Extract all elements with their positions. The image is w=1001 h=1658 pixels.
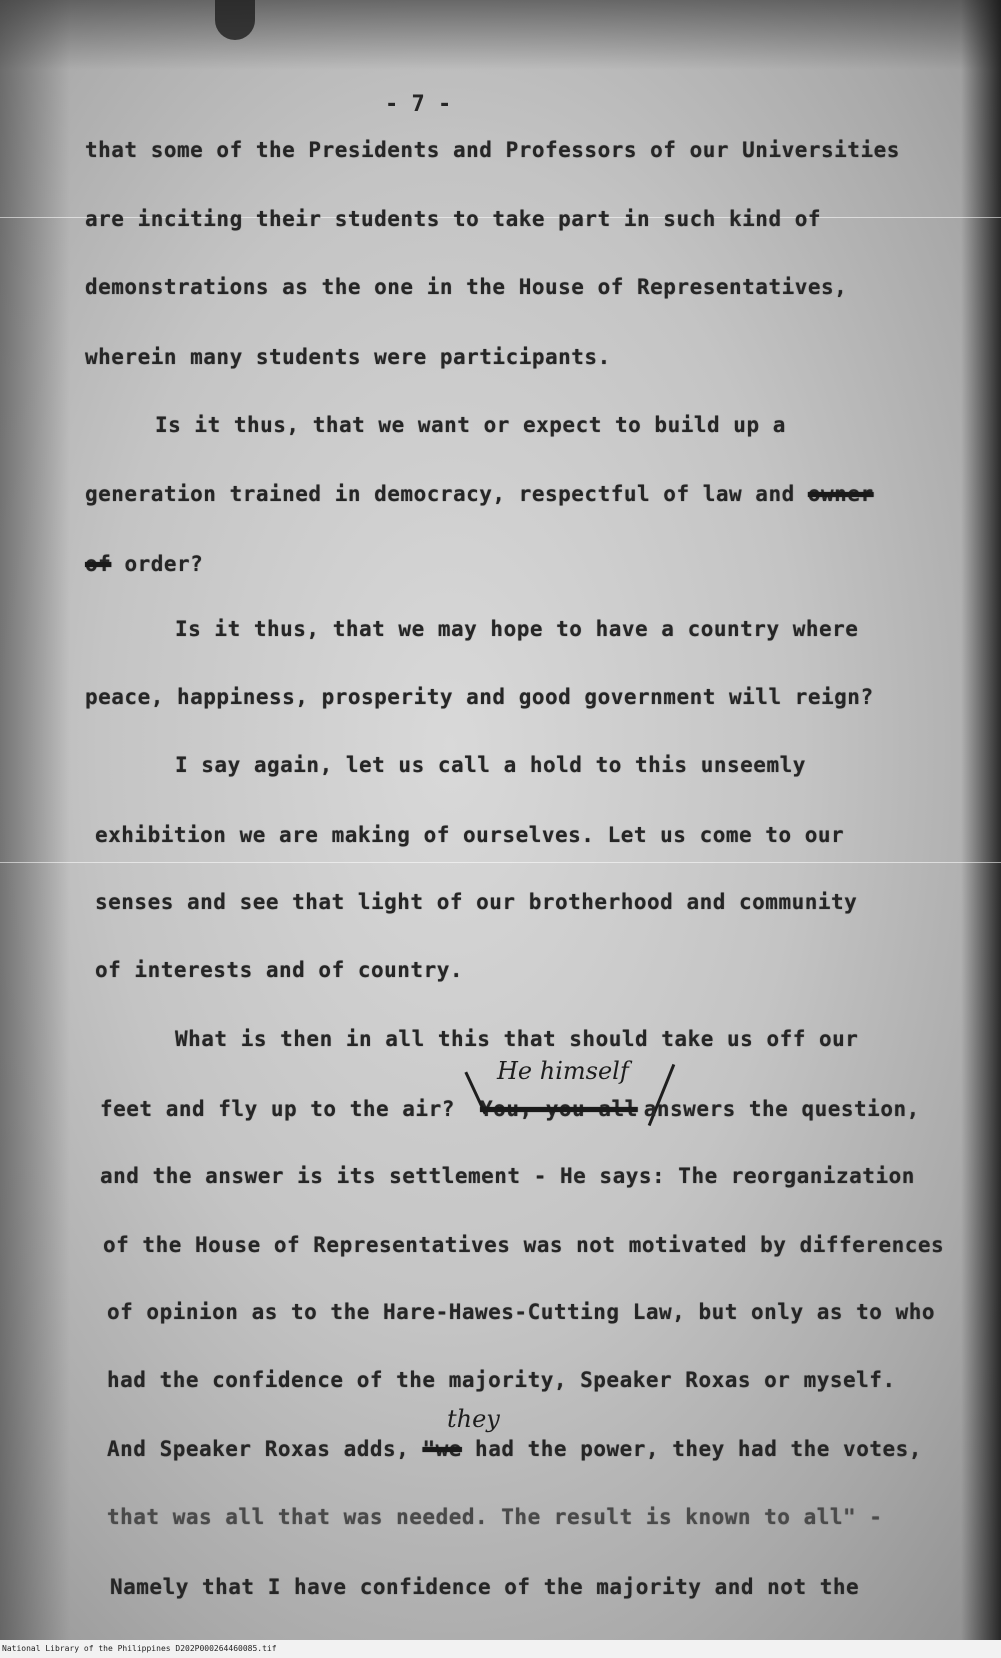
text-line: had the confidence of the majority, Speaker Roxas or myself. — [107, 1368, 896, 1392]
text-line: Is it thus, that we want or expect to build up a — [155, 413, 786, 437]
ink-smudge — [215, 0, 255, 40]
text-fragment: feet and fly up to the air? — [100, 1097, 455, 1121]
text-line: I say again, let us call a hold to this unseemly — [175, 753, 806, 777]
handwritten-insertion: they — [447, 1405, 500, 1433]
text-line — [85, 552, 203, 576]
text-line: and the answer is its settlement - He says: The reorganization — [100, 1164, 915, 1188]
struck-word: of — [85, 552, 112, 576]
text-line: senses and see that light of our brotherhood and community — [95, 890, 858, 914]
page-number: - 7 - — [385, 92, 452, 117]
text-line: of interests and of country. — [95, 958, 464, 982]
text-line — [100, 1097, 920, 1121]
text-line: of opinion as to the Hare-Hawes-Cutting Law, but only as to who — [107, 1300, 936, 1324]
text-line: Is it thus, that we may hope to have a country where — [175, 617, 859, 641]
struck-words: You, you all — [480, 1097, 638, 1121]
text-fragment: And Speaker Roxas adds, — [107, 1437, 410, 1461]
scan-shadow-left — [0, 0, 70, 1640]
scan-artifact-line — [0, 862, 1001, 863]
text-fragment: answers the question, — [643, 1097, 920, 1121]
scan-shadow-top — [0, 0, 1001, 70]
text-fragment: order? — [124, 552, 204, 576]
text-line — [85, 482, 874, 506]
text-line — [107, 1437, 922, 1461]
struck-word: owner — [807, 482, 874, 506]
text-fragment: had the power, they had the votes, — [475, 1437, 922, 1461]
text-line: What is then in all this that should take us off our — [175, 1027, 859, 1051]
text-line: peace, happiness, prosperity and good government will reign? — [85, 685, 874, 709]
text-line: demonstrations as the one in the House of Representatives, — [85, 275, 848, 299]
text-fragment: generation trained in democracy, respectful of law and — [85, 482, 795, 506]
handwritten-insertion: He himself — [497, 1057, 629, 1085]
scan-shadow-right — [961, 0, 1001, 1640]
text-line: are inciting their students to take part in such kind of — [85, 207, 822, 231]
text-line: of the House of Representatives was not motivated by differences — [103, 1233, 945, 1257]
text-line: that was all that was needed. The result is known to all" - — [107, 1505, 883, 1529]
text-line: Namely that I have confidence of the majority and not the — [110, 1575, 860, 1599]
text-line: exhibition we are making of ourselves. Let us come to our — [95, 823, 845, 847]
archive-footer: National Library of the Philippines D202P000264460085.tif — [0, 1640, 1001, 1658]
text-line: wherein many students were participants. — [85, 345, 611, 369]
struck-word: "we — [422, 1437, 462, 1461]
text-line: that some of the Presidents and Professors of our Universities — [85, 138, 900, 162]
